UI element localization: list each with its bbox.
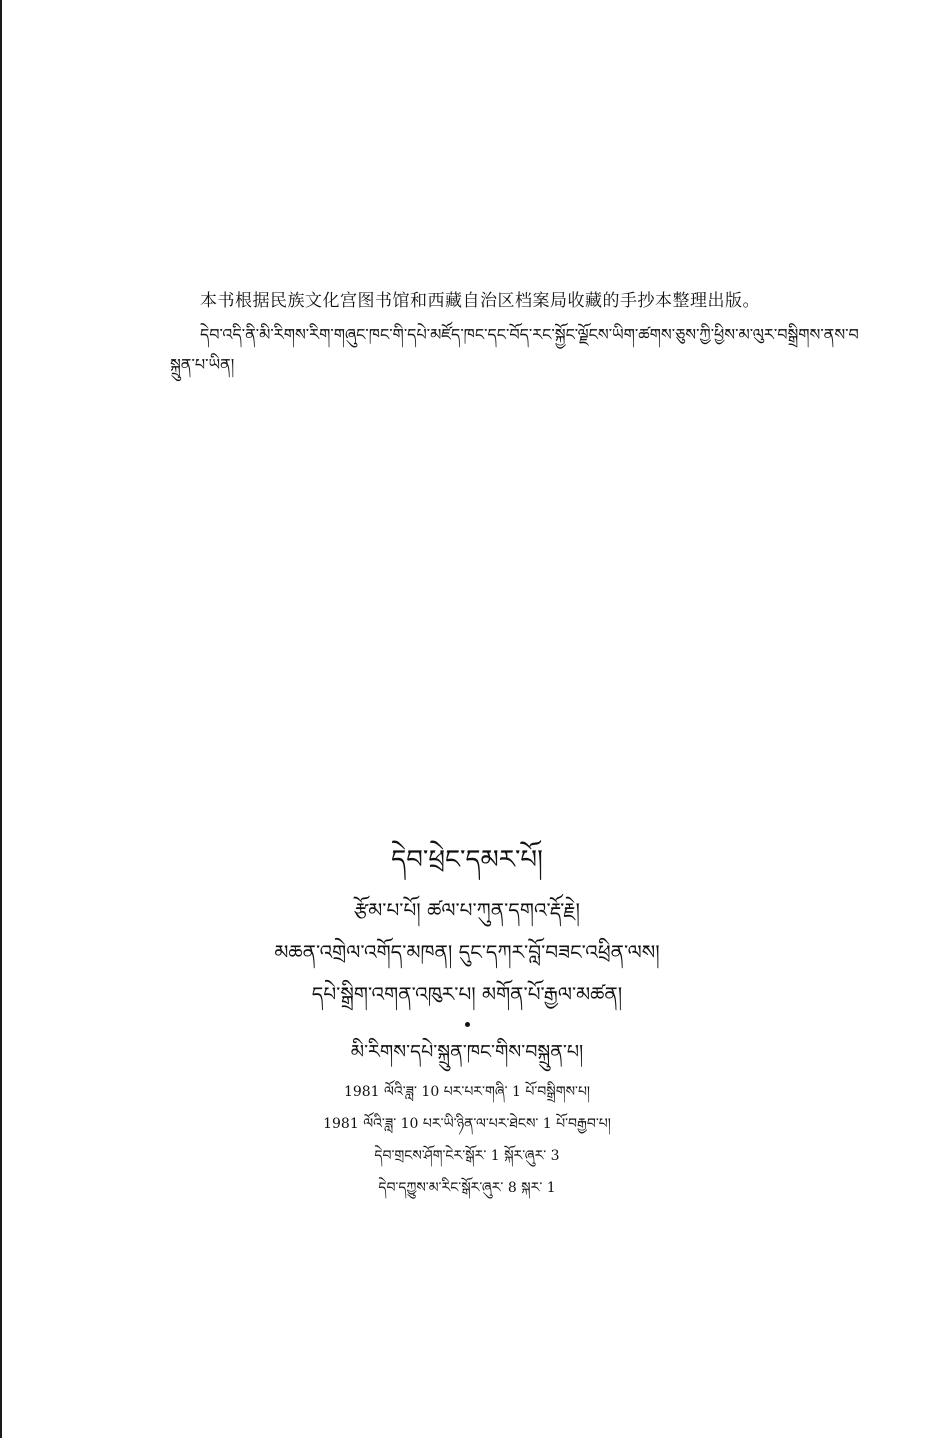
credit-editor: དཔེ་སྒྲིག་འགན་འཁུར་པ། མགོན་པོ་རྒྱལ་མཚན།	[311, 982, 623, 1006]
publisher-line: མི་རིགས་དཔེ་སྐྲུན་ཁང་གིས་བསྐྲུན་པ།	[350, 1041, 584, 1063]
separator-dot	[465, 1022, 470, 1027]
colophon	[0, 840, 934, 1205]
price-line: དེབ་དཀྱུས་མ་རིང་སྒོར་ཞུར་ 8 སྐར་ 1	[378, 1180, 556, 1196]
credit-author: རྩོམ་པ་པོ། ཚལ་པ་ཀུན་དགའ་རྡོ་རྗེ།	[354, 898, 580, 922]
page-left-edge-rule	[0, 0, 2, 1438]
edition-line: 1981 ལོའི་ཟླ་ 10 པར་པར་གཞི་ 1 པོ་བསྒྲིགས་པ།	[343, 1084, 591, 1100]
printing-line: 1981 ལོའི་ཟླ་ 10 པར་ཡི་ཉིན་ལ་པར་ཐེངས་ 1 པོ་བརྒྱབ་པ།	[323, 1116, 611, 1132]
book-title: དེབ་ཕྲེང་དམར་པོ།	[391, 845, 543, 875]
book-number-line: དེབ་གྲངས་ཤོག་ངེར་སྒོར་ 1 སྐོར་ཞུར་ 3	[374, 1148, 560, 1164]
source-note-chinese: 本书根据民族文化宫图书馆和西藏自治区档案局收藏的手抄本整理出版。	[200, 291, 760, 311]
source-note-tibetan: དེབ་འདི་ནི་མི་རིགས་རིག་གཞུང་ཁང་གི་དཔེ་མཛོད་ཁང་དང་བོད་རང་སྐྱོང་ལྗོངས་ཡིག་ཚགས་ཅུས་ཀྱི་ཕྱིས་མ་ལུར་བསྒྲིགས་ནས་བསྐྲུན་པ་ཡིན།	[170, 325, 859, 374]
source-note	[170, 288, 860, 380]
credit-annotator: མཆན་འགྲེལ་འགོད་མཁན། དུང་དཀར་བློ་བཟང་འཕྲིན་ལས།	[274, 940, 660, 964]
